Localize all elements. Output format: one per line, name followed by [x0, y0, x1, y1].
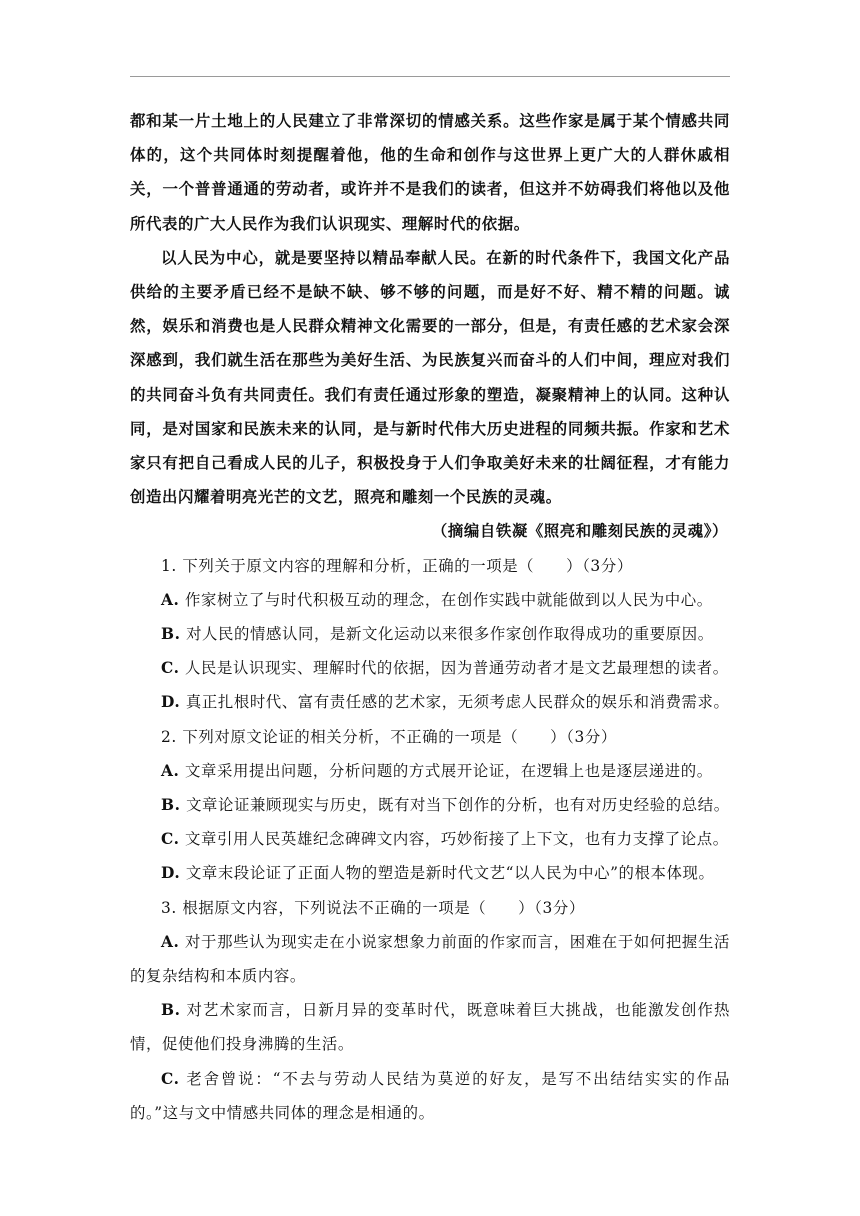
- passage-source: （摘编自铁凝《照亮和雕刻民族的灵魂》）: [431, 522, 728, 541]
- option-label: A.: [161, 761, 180, 780]
- option-text: 对于那些认为现实走在小说家想象力前面的作家而言，困难在于如何把握生活的复杂结构和本质内容。: [130, 932, 730, 986]
- option-label: D.: [161, 864, 181, 883]
- option-text: 文章采用提出问题，分析问题的方式展开论证，在逻辑上也是逐层递进的。: [179, 761, 713, 780]
- option-label: A.: [161, 932, 180, 951]
- option-text: 对艺术家而言，日新月异的变革时代，既意味着巨大挑战，也能激发创作热情，促使他们投身沸腾的生活。: [130, 1001, 730, 1054]
- option-text: 文章论证兼顾现实与历史，既有对当下创作的分析，也有对历史经验的总结。: [180, 796, 730, 815]
- document-content: [130, 104, 730, 1130]
- option-text: 文章引用人民英雄纪念碑碑文内容，巧妙衔接了上下文，也有力支撑了论点。: [179, 830, 729, 849]
- question-3-option-c: [130, 1062, 730, 1130]
- question-2-option-d: [130, 856, 730, 890]
- question-3-stem: [130, 891, 730, 925]
- question-2-option-c: [130, 822, 730, 856]
- question-2-option-b: [130, 788, 730, 822]
- option-label: D.: [161, 693, 181, 712]
- option-text: 真正扎根时代、富有责任感的艺术家，无须考虑人民群众的娱乐和消费需求。: [180, 693, 730, 712]
- question-2-option-a: [130, 754, 730, 788]
- passage-paragraph-1: 都和某一片土地上的人民建立了非常深切的情感关系。这些作家是属于某个情感共同体的，这个共同体时刻提醒着他，他的生命和创作与这世界上更广大的人群休戚相关，一个普普通通的劳动者，或许并不是我们的读者，但这并不妨碍我们将他以及他所代表的广大人民作为我们认识现实、理解时代的依据。: [130, 112, 730, 233]
- option-label: B.: [161, 1001, 181, 1020]
- question-stem-text: 2. 下列对原文论证的相关分析，不正确的一项是（ ）（3分）: [161, 727, 617, 746]
- question-stem-text: 3. 根据原文内容，下列说法不正确的一项是（ ）（3分）: [161, 898, 585, 917]
- question-2-stem: [130, 720, 730, 754]
- option-label: C.: [161, 1069, 180, 1088]
- question-1-option-b: [130, 617, 730, 651]
- option-text: 作家树立了与时代积极互动的理念，在创作实践中就能做到以人民为中心。: [179, 590, 713, 609]
- option-text: 人民是认识现实、理解时代的依据，因为普通劳动者才是文艺最理想的读者。: [179, 659, 729, 678]
- question-3-option-a: [130, 925, 730, 993]
- question-1-stem: [130, 549, 730, 583]
- question-stem-text: 1. 下列关于原文内容的理解和分析，正确的一项是（ ）（3分）: [161, 556, 633, 575]
- option-text: 对人民的情感认同，是新文化运动以来很多作家创作取得成功的重要原因。: [180, 625, 714, 644]
- question-3-option-b: [130, 993, 730, 1061]
- option-text: 老舍曾说：“不去与劳动人民结为莫逆的好友，是写不出结结实实的作品的。”这与文中情感共同体的理念是相通的。: [130, 1069, 730, 1122]
- header-rule: [130, 76, 730, 77]
- question-1-option-a: [130, 583, 730, 617]
- question-1-option-d: [130, 685, 730, 719]
- option-label: B.: [161, 796, 181, 815]
- option-label: A.: [161, 590, 180, 609]
- option-label: C.: [161, 830, 180, 849]
- option-label: C.: [161, 659, 180, 678]
- passage-paragraph-2: 以人民为中心，就是要坚持以精品奉献人民。在新的时代条件下，我国文化产品供给的主要矛盾已经不是缺不缺、够不够的问题，而是好不好、精不精的问题。诚然，娱乐和消费也是人民群众精神文化需要的一部分，但是，有责任感的艺术家会深深感到，我们就生活在那些为美好生活、为民族复兴而奋斗的人们中间，理应对我们的共同奋斗负有共同责任。我们有责任通过形象的塑造，凝聚精神上的认同。这种认同，是对国家和民族未来的认同，是与新时代伟大历史进程的同频共振。作家和艺术家只有把自己看成人民的儿子，积极投身于人们争取美好未来的壮阔征程，才有能力创造出闪耀着明亮光芒的文艺，照亮和雕刻一个民族的灵魂。: [130, 248, 730, 507]
- question-1-option-c: [130, 651, 730, 685]
- option-label: B.: [161, 625, 181, 644]
- option-text: 文章末段论证了正面人物的塑造是新时代文艺“以人民为中心”的根本体现。: [180, 864, 715, 883]
